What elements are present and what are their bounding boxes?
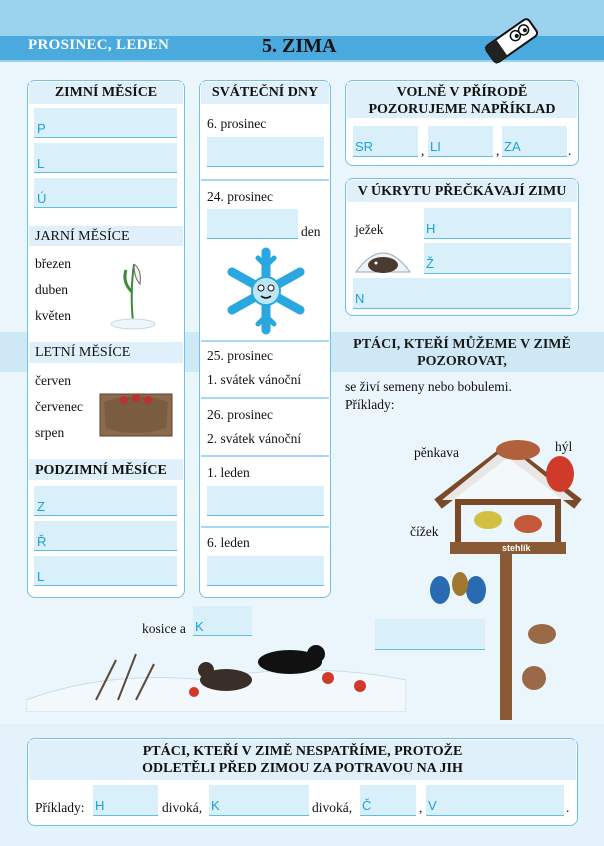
hedgehog-den-icon (354, 240, 412, 276)
nature-period: . (568, 143, 572, 158)
shelter-example-jezek: ježek (355, 222, 384, 237)
migrate-field-2[interactable]: K (209, 785, 309, 816)
snow-blackbirds-icon (26, 640, 406, 712)
autumn-month-field-1[interactable]: Z (34, 486, 177, 516)
holiday-suffix-den: den (301, 224, 321, 239)
bird-nest-icon (96, 388, 176, 440)
migrate-period: . (566, 800, 570, 815)
summer-month-3: srpen (35, 425, 65, 440)
winter-month-field-1[interactable]: P (34, 108, 177, 138)
pencil-mascot-icon (478, 16, 548, 66)
holiday-date-3-name: 1. svátek vánoční (207, 372, 302, 387)
nature-title: VOLNĚ V PŘÍRODĚ POZORUJEME NAPŘÍKLAD (347, 82, 577, 118)
header-months: PROSINEC, LEDEN (28, 37, 170, 53)
nature-comma-1: , (421, 143, 425, 158)
bird-label-hyl: hýl (555, 439, 573, 454)
shelter-field-1[interactable]: H (424, 208, 571, 239)
winter-month-field-2[interactable]: L (34, 143, 177, 173)
summer-months-title: LETNÍ MĚSÍCE (29, 342, 183, 363)
nature-field-2[interactable]: LI (428, 126, 493, 157)
migrate-field-3[interactable]: Č (360, 785, 416, 816)
shelter-field-3[interactable]: N (353, 278, 571, 309)
divider (201, 526, 329, 528)
divider (201, 455, 329, 457)
divider (201, 179, 329, 181)
snowflake-mascot-icon (226, 246, 306, 336)
holiday-field-2[interactable] (207, 209, 298, 239)
holiday-field-1[interactable] (207, 137, 324, 167)
holiday-date-3: 25. prosinec (207, 348, 273, 363)
winter-months-title: ZIMNÍ MĚSÍCE (29, 82, 183, 104)
migrate-field-4[interactable]: V (426, 785, 564, 816)
nature-comma-2: , (496, 143, 500, 158)
blackbird-label: kosice a (142, 621, 186, 636)
autumn-month-field-2[interactable]: Ř (34, 521, 177, 551)
autumn-month-field-3[interactable]: L (34, 556, 177, 586)
autumn-months-title: PODZIMNÍ MĚSÍCE (29, 459, 183, 480)
winter-birds-line1: se živí semeny nebo bobulemi. (345, 379, 512, 394)
bird-label-penkava: pěnkava (414, 445, 459, 460)
shelter-title: V ÚKRYTU PŘEČKÁVAJÍ ZIMU (347, 180, 577, 202)
holiday-field-5[interactable] (207, 486, 324, 516)
migrate-word-2: divoká, (312, 800, 353, 815)
holiday-field-6[interactable] (207, 556, 324, 586)
holiday-date-5: 1. leden (207, 465, 250, 480)
holiday-date-4-name: 2. svátek vánoční (207, 431, 302, 446)
shelter-field-2[interactable]: Ž (424, 243, 571, 274)
nature-field-3[interactable]: ZA (502, 126, 567, 157)
migrate-field-1[interactable]: H (93, 785, 158, 816)
snowdrop-flower-icon (108, 252, 158, 330)
winter-birds-line2: Příklady: (345, 397, 395, 412)
summer-month-1: červen (35, 373, 71, 388)
winter-month-field-3[interactable]: Ú (34, 178, 177, 208)
holiday-date-4: 26. prosinec (207, 407, 273, 422)
summer-month-2: červenec (35, 399, 83, 414)
bird-feeder-icon (420, 430, 595, 720)
page-title: 5. ZIMA (262, 35, 337, 57)
spring-month-2: duben (35, 282, 68, 297)
holiday-date-1: 6. prosinec (207, 116, 267, 131)
winter-birds-title: PTÁCI, KTEŘÍ MŮŽEME V ZIMĚ POZOROVAT, (353, 337, 571, 369)
spring-months-title: JARNÍ MĚSÍCE (29, 226, 183, 246)
divider (201, 340, 329, 342)
spring-month-1: březen (35, 256, 71, 271)
bird-label-cizek: čížek (410, 524, 439, 539)
migrate-title: PTÁCI, KTEŘÍ V ZIMĚ NESPATŘÍME, PROTOŽE ODLETĚLI PŘED ZIMOU ZA POTRAVOU NA JIH (29, 740, 576, 780)
holiday-date-6: 6. leden (207, 535, 250, 550)
holidays-title: SVÁTEČNÍ DNY (201, 82, 329, 104)
spring-month-3: květen (35, 308, 71, 323)
nature-field-1[interactable]: SR (353, 126, 418, 157)
migrate-label: Příklady: (35, 800, 85, 815)
migrate-comma: , (419, 800, 423, 815)
divider (201, 397, 329, 399)
migrate-word-1: divoká, (162, 800, 203, 815)
holiday-date-2: 24. prosinec (207, 189, 273, 204)
feeder-sign-stehlik: stehlík (502, 543, 531, 553)
blackbird-field[interactable]: K (193, 606, 252, 636)
